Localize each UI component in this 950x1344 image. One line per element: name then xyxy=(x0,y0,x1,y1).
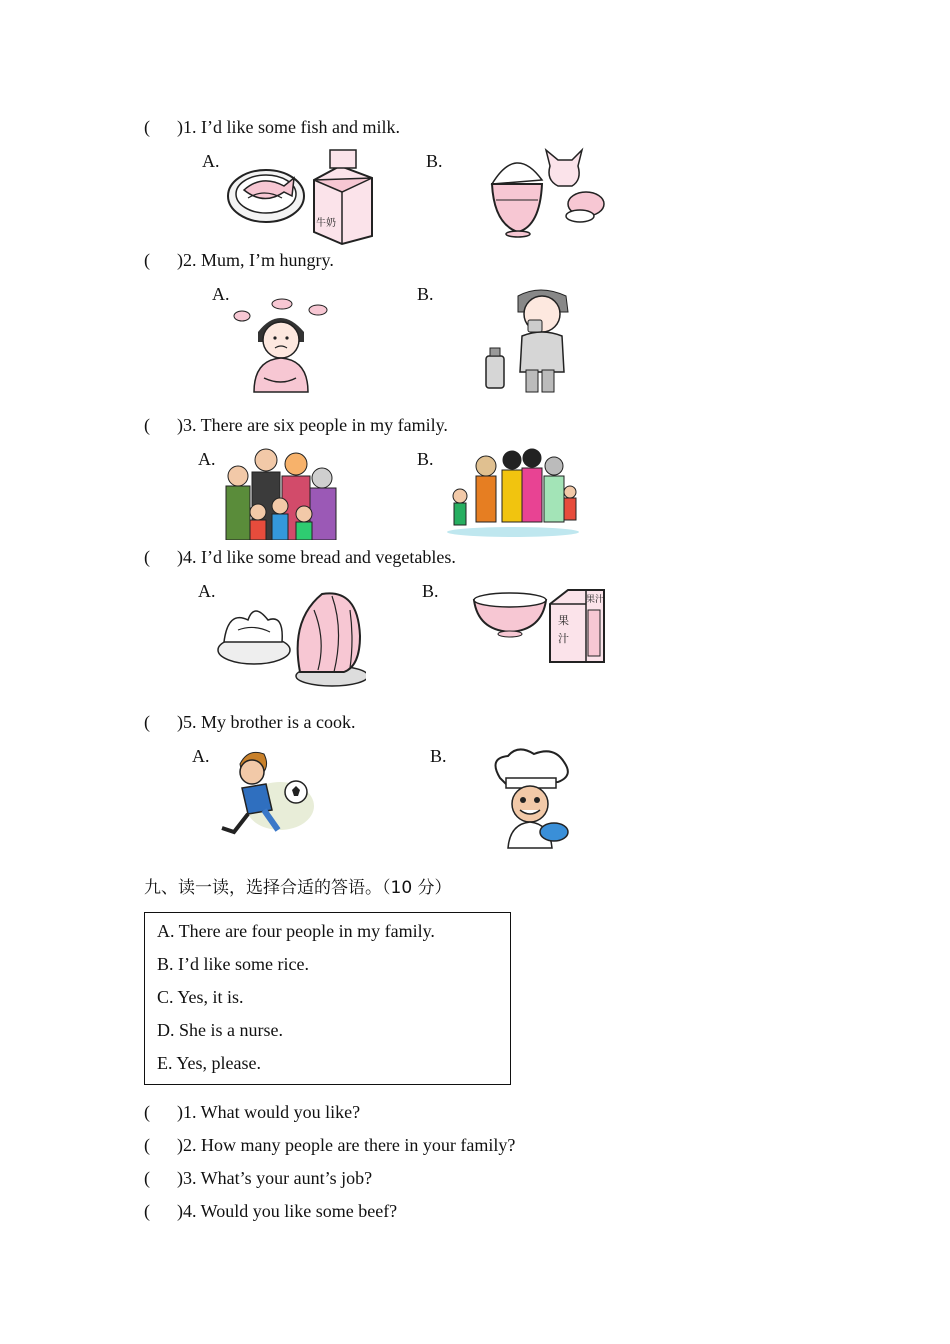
answer-blank[interactable]: ( ) xyxy=(144,1201,183,1221)
answer-blank[interactable]: ( ) xyxy=(144,1168,183,1188)
answer-option-d: D. She is a nurse. xyxy=(157,1020,283,1040)
question-text: 1. What would you like? xyxy=(183,1102,361,1122)
answer-blank[interactable]: ( ) xyxy=(144,1102,183,1122)
hungry-girl-picture xyxy=(230,294,334,394)
question-text: 4. I’d like some bread and vegetables. xyxy=(183,547,456,567)
answer-blank[interactable]: ( ) xyxy=(144,415,183,435)
question-text: 3. What’s your aunt’s job? xyxy=(183,1168,373,1188)
option-a-label: A. xyxy=(202,151,220,171)
answer-blank[interactable]: ( ) xyxy=(144,1135,183,1155)
cook-picture xyxy=(488,748,574,850)
carton-label-left-1: 果 xyxy=(558,614,569,627)
answer-blank[interactable]: ( ) xyxy=(144,117,183,137)
carton-label-left-2: 汁 xyxy=(558,632,569,645)
answer-option-e: E. Yes, please. xyxy=(157,1053,261,1073)
big-family-picture xyxy=(222,446,344,540)
question-text: 4. Would you like some beef? xyxy=(183,1201,398,1221)
part9-question-4 xyxy=(144,1200,397,1222)
answer-blank[interactable]: ( ) xyxy=(144,712,183,732)
answer-option-b: B. I’d like some rice. xyxy=(157,954,309,974)
option-a-label: A. xyxy=(192,746,210,766)
part9-question-1 xyxy=(144,1101,360,1123)
question-text: 2. Mum, I’m hungry. xyxy=(183,250,334,270)
option-b-label: B. xyxy=(426,151,443,171)
bowl-juice-picture xyxy=(470,586,610,666)
answer-option-c: C. Yes, it is. xyxy=(157,987,244,1007)
question-text: 1. I’d like some fish and milk. xyxy=(183,117,400,137)
question-2 xyxy=(144,249,334,271)
part9-question-3 xyxy=(144,1167,372,1189)
option-b-label: B. xyxy=(422,581,439,601)
option-a-label: A. xyxy=(198,581,216,601)
answer-option-a: A. There are four people in my family. xyxy=(157,921,435,941)
vegetables-bread-picture xyxy=(214,580,366,692)
answer-options-box xyxy=(144,912,511,1085)
section-heading: 九、读一读，选择合适的答语。（10 分） xyxy=(144,878,452,898)
question-text: 2. How many people are there in your family? xyxy=(183,1135,516,1155)
question-3 xyxy=(144,414,448,436)
carton-label: 牛奶 xyxy=(316,218,336,229)
answer-blank[interactable]: ( ) xyxy=(144,547,183,567)
question-1 xyxy=(144,116,400,138)
six-people-family-picture xyxy=(446,446,580,538)
part9-question-2 xyxy=(144,1134,515,1156)
option-b-label: B. xyxy=(430,746,447,766)
question-text: 5. My brother is a cook. xyxy=(183,712,356,732)
fish-milk-picture xyxy=(226,146,378,246)
option-a-label: A. xyxy=(212,284,230,304)
question-4 xyxy=(144,546,456,568)
football-player-picture xyxy=(214,748,318,848)
carton-label-top: 果汁 xyxy=(586,595,605,605)
question-text: 3. There are six people in my family. xyxy=(183,415,448,435)
thirsty-boy-picture xyxy=(474,282,578,394)
option-a-label: A. xyxy=(198,449,216,469)
option-b-label: B. xyxy=(417,284,434,304)
rice-beef-picture xyxy=(488,146,608,238)
question-5 xyxy=(144,711,355,733)
answer-blank[interactable]: ( ) xyxy=(144,250,183,270)
option-b-label: B. xyxy=(417,449,434,469)
